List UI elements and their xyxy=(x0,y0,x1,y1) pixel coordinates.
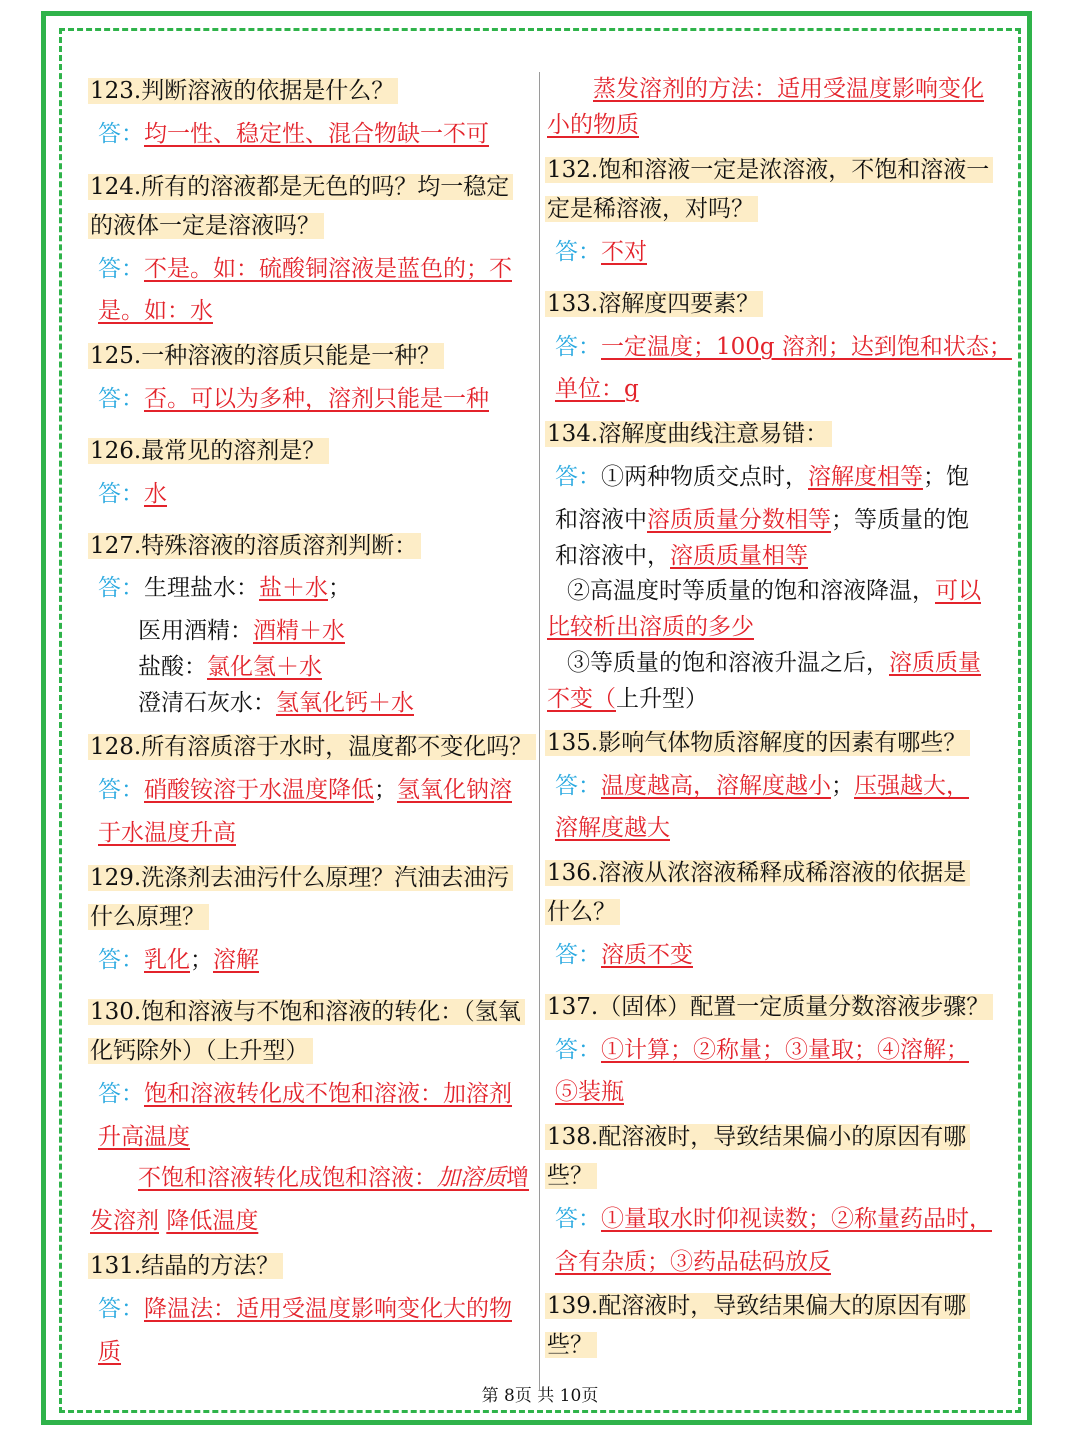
answer-135: 答：温度越高，溶解度越小；压强越大， xyxy=(555,773,969,799)
answer-130-line3: 不饱和溶液转化成饱和溶液：加溶质增 xyxy=(138,1165,529,1191)
question-131: 131.结晶的方法？ xyxy=(88,1247,283,1285)
answer-126: 答：水 xyxy=(98,481,167,507)
answer-129: 答：乳化；溶解 xyxy=(98,947,259,973)
answer-127-limewater: 澄清石灰水：氢氧化钙＋水 xyxy=(138,690,414,716)
answer-133-line2: 单位：g xyxy=(555,376,639,402)
question-133: 133.溶解度四要素？ xyxy=(545,285,763,323)
answer-123: 答：均一性、稳定性、混合物缺一不可 xyxy=(98,121,489,147)
question-139: 139.配溶液时，导致结果偏大的原因有哪 xyxy=(545,1287,970,1325)
question-124: 124.所有的溶液都是无色的吗？均一稳定 xyxy=(88,168,513,206)
question-125: 125.一种溶液的溶质只能是一种？ xyxy=(88,337,444,375)
question-129: 129.洗涤剂去油污什么原理？汽油去油污 xyxy=(88,859,513,897)
answer-130-line2: 升高温度 xyxy=(98,1124,190,1150)
answer-127-saline: 答：生理盐水：盐＋水； xyxy=(98,575,351,601)
answer-135-line2: 溶解度越大 xyxy=(555,815,670,841)
answer-134-line4: ②高温度时等质量的饱和溶液降温，可以 xyxy=(567,578,981,604)
question-139-line2: 些？ xyxy=(545,1326,597,1364)
question-127: 127.特殊溶液的溶质溶剂判断： xyxy=(88,527,421,565)
answer-134: 答：①两种物质交点时，溶解度相等；饱 xyxy=(555,464,969,490)
question-123: 123.判断溶液的依据是什么？ xyxy=(88,72,398,110)
question-126: 126.最常见的溶剂是？ xyxy=(88,432,329,470)
answer-131-line4: 小的物质 xyxy=(547,112,639,138)
question-132: 132.饱和溶液一定是浓溶液，不饱和溶液一 xyxy=(545,151,993,189)
question-132-line2: 定是稀溶液，对吗？ xyxy=(545,190,758,228)
question-129-line2: 什么原理？ xyxy=(88,898,209,936)
answer-128: 答：硝酸铵溶于水温度降低；氢氧化钠溶 xyxy=(98,777,512,803)
answer-130: 答：饱和溶液转化成不饱和溶液：加溶剂 xyxy=(98,1081,512,1107)
answer-124: 答：不是。如：硫酸铜溶液是蓝色的；不 xyxy=(98,256,512,282)
answer-137-line2: ⑤装瓶 xyxy=(555,1079,624,1105)
answer-133: 答：一定温度；100g 溶剂；达到饱和状态； xyxy=(555,334,1012,360)
answer-134-line7: 不变（上升型） xyxy=(547,686,708,712)
question-130-line2: 化钙除外）（上升型） xyxy=(88,1032,313,1070)
answer-132: 答：不对 xyxy=(555,239,647,265)
question-130: 130.饱和溶液与不饱和溶液的转化：（氢氧 xyxy=(88,993,525,1031)
answer-131: 答：降温法：适用受温度影响变化大的物 xyxy=(98,1296,512,1322)
answer-137: 答：①计算；②称量；③量取；④溶解； xyxy=(555,1037,969,1063)
answer-138-line2: 含有杂质；③药品砝码放反 xyxy=(555,1249,831,1275)
answer-134-line6: ③等质量的饱和溶液升温之后，溶质质量 xyxy=(567,650,981,676)
answer-131-line3: 蒸发溶剂的方法：适用受温度影响变化 xyxy=(593,76,984,102)
answer-136: 答：溶质不变 xyxy=(555,942,693,968)
question-124-line2: 的液体一定是溶液吗？ xyxy=(88,207,324,245)
question-136: 136.溶液从浓溶液稀释成稀溶液的依据是 xyxy=(545,854,970,892)
answer-127-alcohol: 医用酒精：酒精＋水 xyxy=(138,618,345,644)
question-138-line2: 些？ xyxy=(545,1157,597,1195)
column-divider xyxy=(539,72,540,1390)
answer-134-line5: 比较析出溶质的多少 xyxy=(547,614,754,640)
question-135: 135.影响气体物质溶解度的因素有哪些？ xyxy=(545,724,970,762)
question-138: 138.配溶液时，导致结果偏小的原因有哪 xyxy=(545,1118,970,1156)
answer-130-line4: 发溶剂 降低温度 xyxy=(90,1208,259,1234)
question-134: 134.溶解度曲线注意易错： xyxy=(545,415,832,453)
question-136-line2: 什么？ xyxy=(545,893,620,931)
answer-127-hcl: 盐酸：氯化氢＋水 xyxy=(138,654,322,680)
answer-134-line2: 和溶液中溶质质量分数相等；等质量的饱 xyxy=(555,507,969,533)
page-footer: 第 8页 共 10页 xyxy=(481,1386,599,1406)
answer-125: 答：否。可以为多种，溶剂只能是一种 xyxy=(98,386,489,412)
question-137: 137.（固体）配置一定质量分数溶液步骤？ xyxy=(545,988,993,1026)
question-128: 128.所有溶质溶于水时，温度都不变化吗？ xyxy=(88,728,536,766)
answer-134-line3: 和溶液中，溶质质量相等 xyxy=(555,543,808,569)
answer-128-line2: 于水温度升高 xyxy=(98,820,236,846)
answer-131-line2: 质 xyxy=(98,1339,121,1365)
answer-124-line2: 是。如：水 xyxy=(98,298,213,324)
answer-138: 答：①量取水时仰视读数；②称量药品时， xyxy=(555,1206,992,1232)
